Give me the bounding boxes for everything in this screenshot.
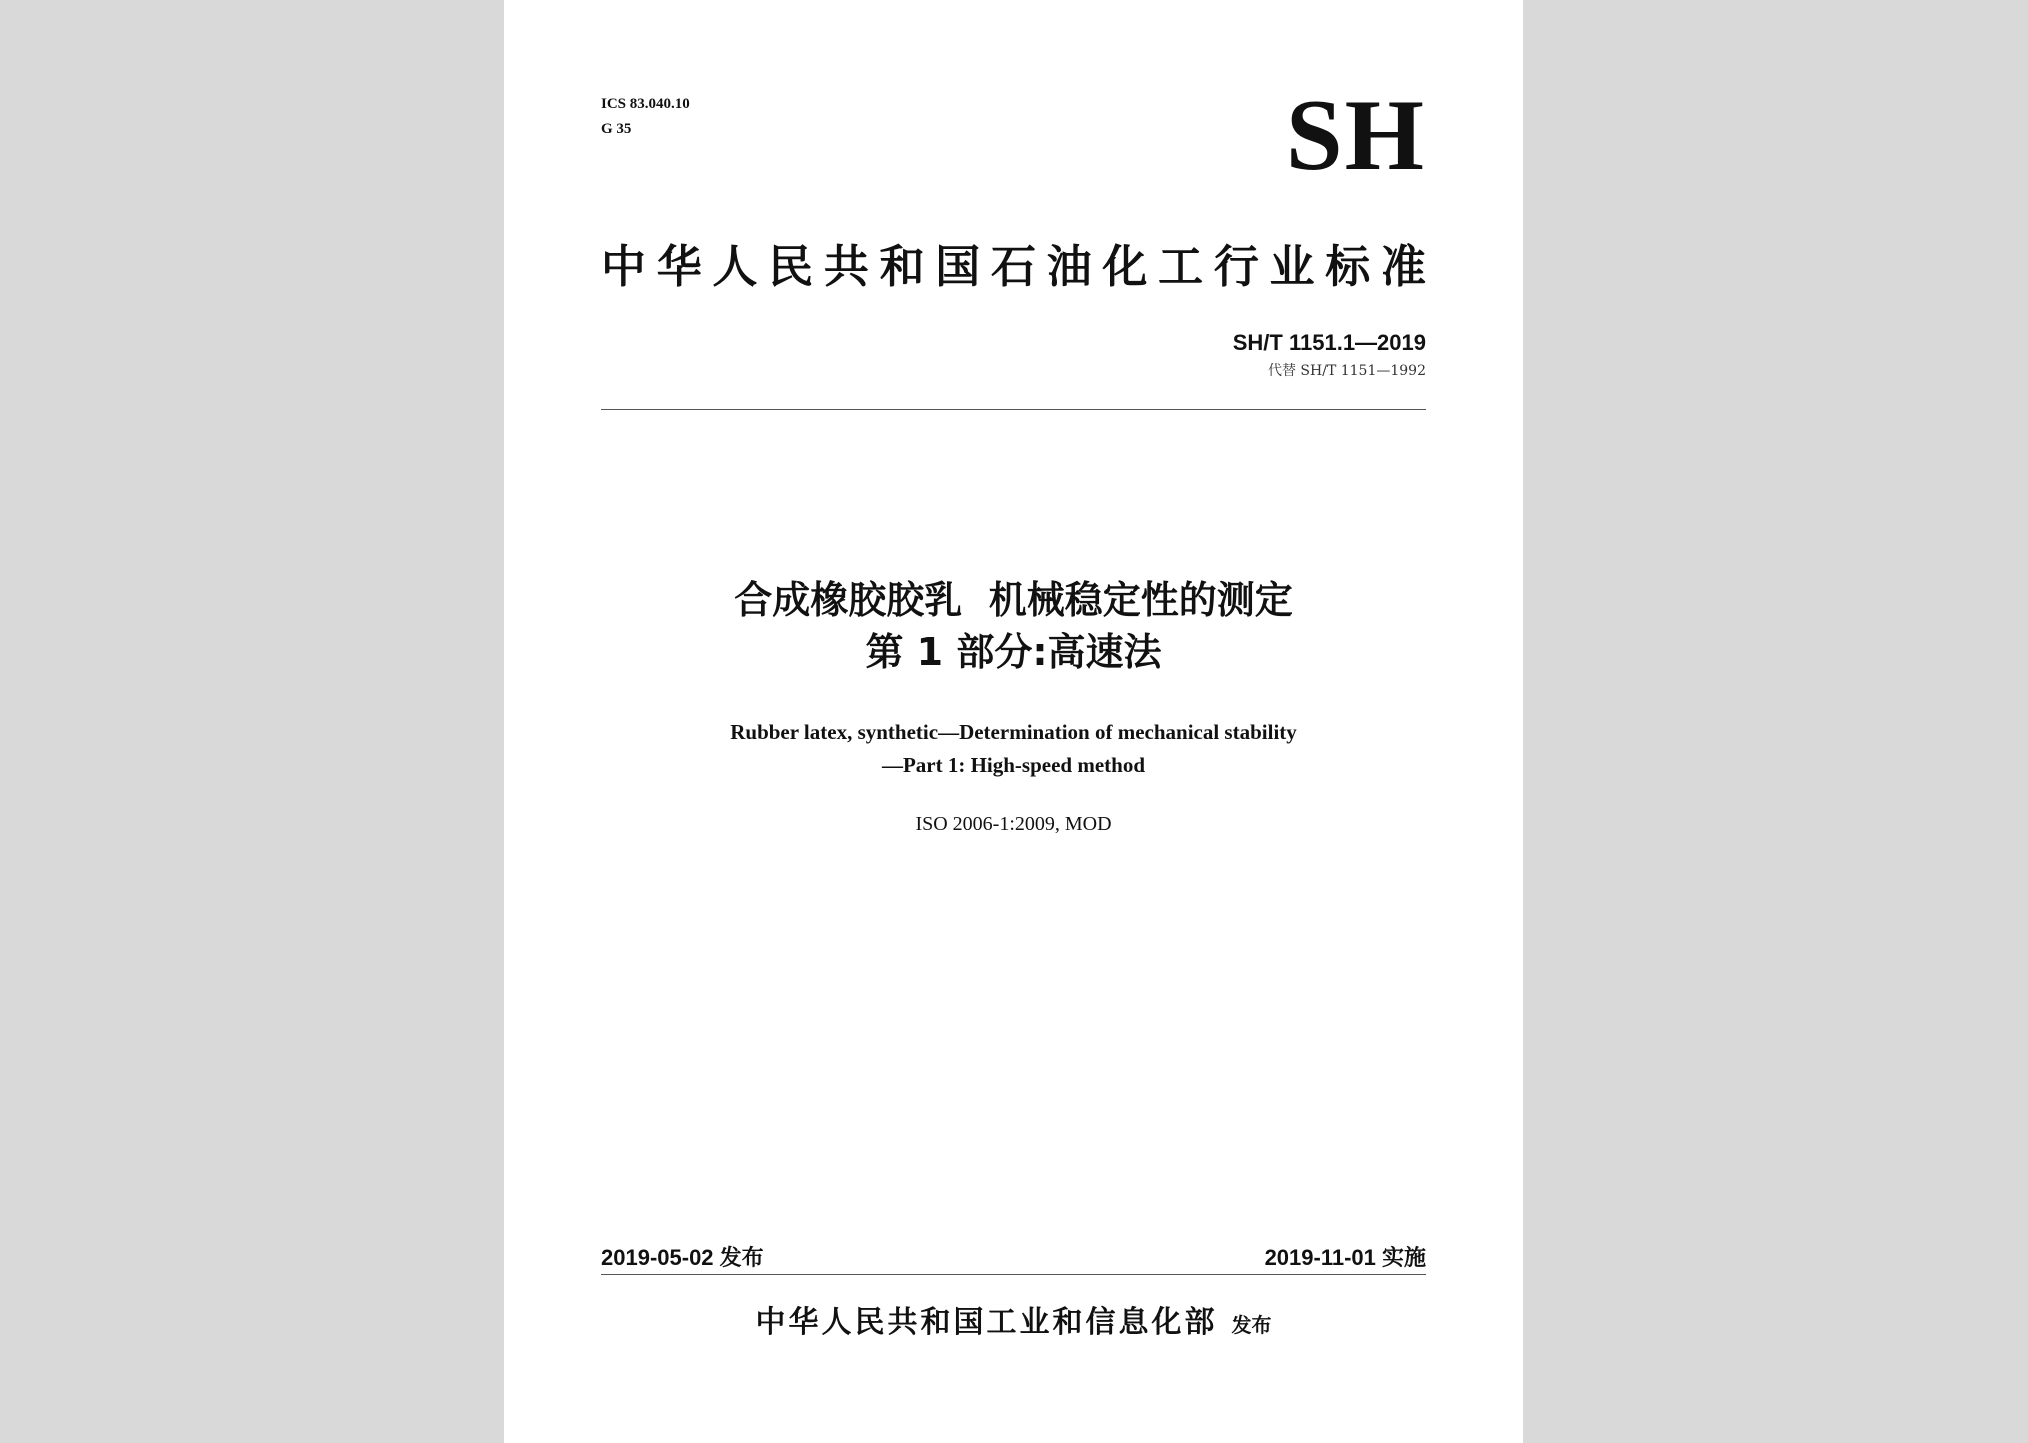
replaced-standard: 代替 SH/T 1151—1992 [1267, 363, 1426, 379]
chinese-title-line-2: 第 1 部分:高速法 [865, 630, 1162, 674]
iso-reference: ISO 2006-1:2009, MOD [915, 813, 1112, 835]
english-title [504, 716, 1523, 782]
issuing-authority [504, 1300, 1523, 1346]
footer-divider [601, 1274, 1426, 1275]
standard-number: SH/T 1151.1—2019 [1232, 330, 1426, 355]
document-page [504, 0, 1523, 1443]
chinese-title [504, 574, 1523, 678]
english-title-line-2: —Part 1: High-speed method [881, 753, 1146, 777]
implementation-date: 2019-11-01 实施 [1264, 1245, 1426, 1270]
ccs-code: G 35 [601, 121, 632, 137]
ics-code: ICS 83.040.10 [601, 96, 690, 112]
sh-logo: SH [1285, 79, 1426, 192]
classification-codes [601, 92, 690, 142]
issue-date: 2019-05-02 发布 [601, 1245, 764, 1270]
english-title-line-1: Rubber latex, synthetic—Determination of mechanical stability [730, 720, 1297, 744]
issuer-suffix: 发布 [1231, 1313, 1272, 1337]
industry-standard-title: 中华人民共和国石油化工行业标准 [601, 240, 1426, 293]
header-divider [601, 409, 1426, 410]
chinese-title-line-1: 合成橡胶胶乳 机械稳定性的测定 [734, 578, 1293, 622]
issuer-name: 中华人民共和国工业和信息化部 [755, 1305, 1218, 1340]
